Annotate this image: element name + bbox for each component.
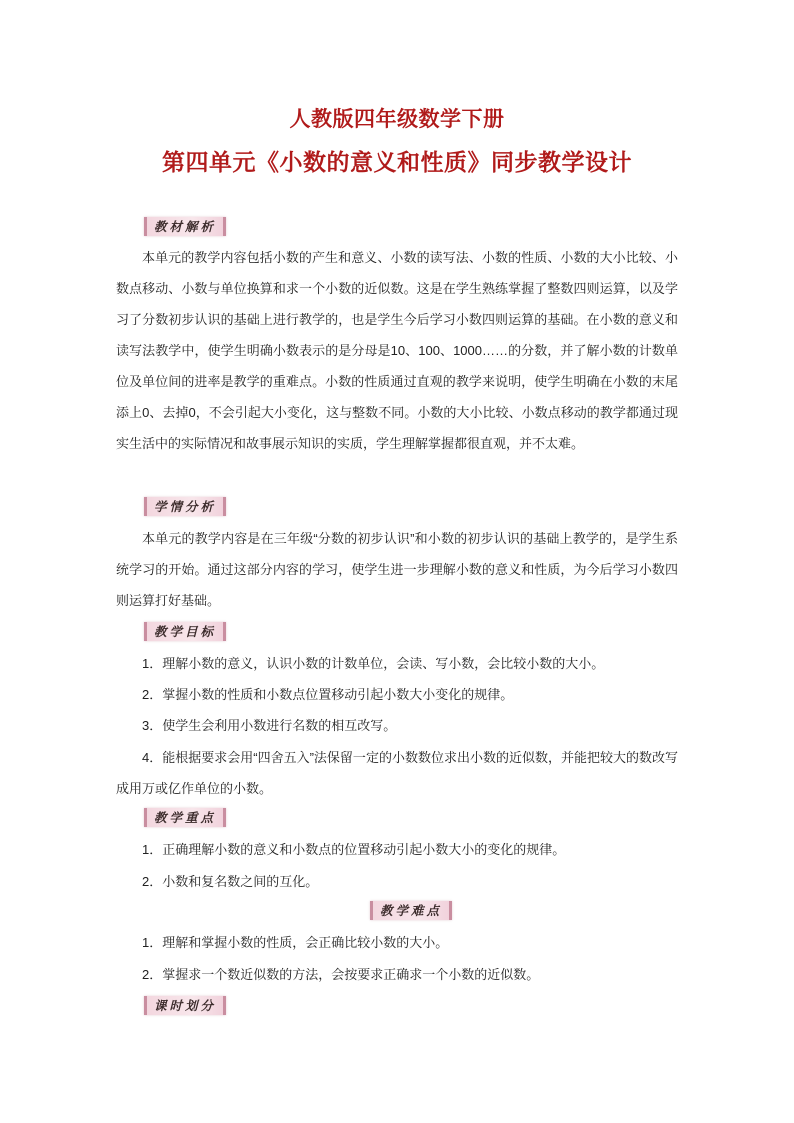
- section-label-goals: 教学目标: [144, 622, 226, 641]
- section-label-difficulties: 教学难点: [370, 901, 452, 920]
- goal-item: 1．理解小数的意义，认识小数的计数单位，会读、写小数，会比较小数的大小。: [142, 656, 605, 671]
- analysis-paragraph: 本单元的教学内容包括小数的产生和意义、小数的读写法、小数的性质、小数的大小比较、小数点移动、小数与单位换算和求一个小数的近似数。这是在学生熟练掌握了整数四则运算，以及学习了分数初步认识的基础上进行教学的，也是学生今后学习小数四则运算的基础。在小数的意义和读写法教学中，使学生明确小数表示的是分母是10、100、1000……的分数，并了解小数的计数单位及单位间的进率是教学的重难点。小数的性质通过直观的教学来说明，使学生明确在小数的末尾添上0、去掉0，不会引起大小变化，这与整数不同。小数的大小比较、小数点移动的教学都通过现实生活中的实际情况和故事展示知识的实质，学生理解掌握都很直观，并不太难。: [116, 250, 678, 451]
- section-label-analysis: 教材解析: [144, 217, 226, 236]
- document-subtitle: 第四单元《小数的意义和性质》同步教学设计: [162, 149, 632, 176]
- key-point-item: 2．小数和复名数之间的互化。: [142, 874, 319, 889]
- document-title: 人教版四年级数学下册: [289, 106, 505, 131]
- section-label-key-points: 教学重点: [144, 808, 226, 827]
- goal-item: 2．掌握小数的性质和小数点位置移动引起小数大小变化的规律。: [142, 687, 514, 702]
- goal-item: 3．使学生会利用小数进行名数的相互改写。: [142, 718, 397, 733]
- section-label-schedule: 课时划分: [144, 996, 226, 1015]
- difficulty-item: 2．掌握求一个数近似数的方法，会按要求正确求一个小数的近似数。: [142, 967, 540, 982]
- key-point-item: 1．正确理解小数的意义和小数点的位置移动引起小数大小的变化的规律。: [142, 842, 566, 857]
- difficulty-item: 1．理解和掌握小数的性质，会正确比较小数的大小。: [142, 935, 449, 950]
- students-paragraph: 本单元的教学内容是在三年级“分数的初步认识”和小数的初步认识的基础上教学的，是学生系统学习的开始。通过这部分内容的学习，使学生进一步理解小数的意义和性质，为今后学习小数四则运算打好基础。: [116, 531, 678, 608]
- section-label-students: 学情分析: [144, 497, 226, 516]
- goal-item: 4．能根据要求会用“四舍五入”法保留一定的小数数位求出小数的近似数，并能把较大的数改写成用万或亿作单位的小数。: [116, 750, 678, 796]
